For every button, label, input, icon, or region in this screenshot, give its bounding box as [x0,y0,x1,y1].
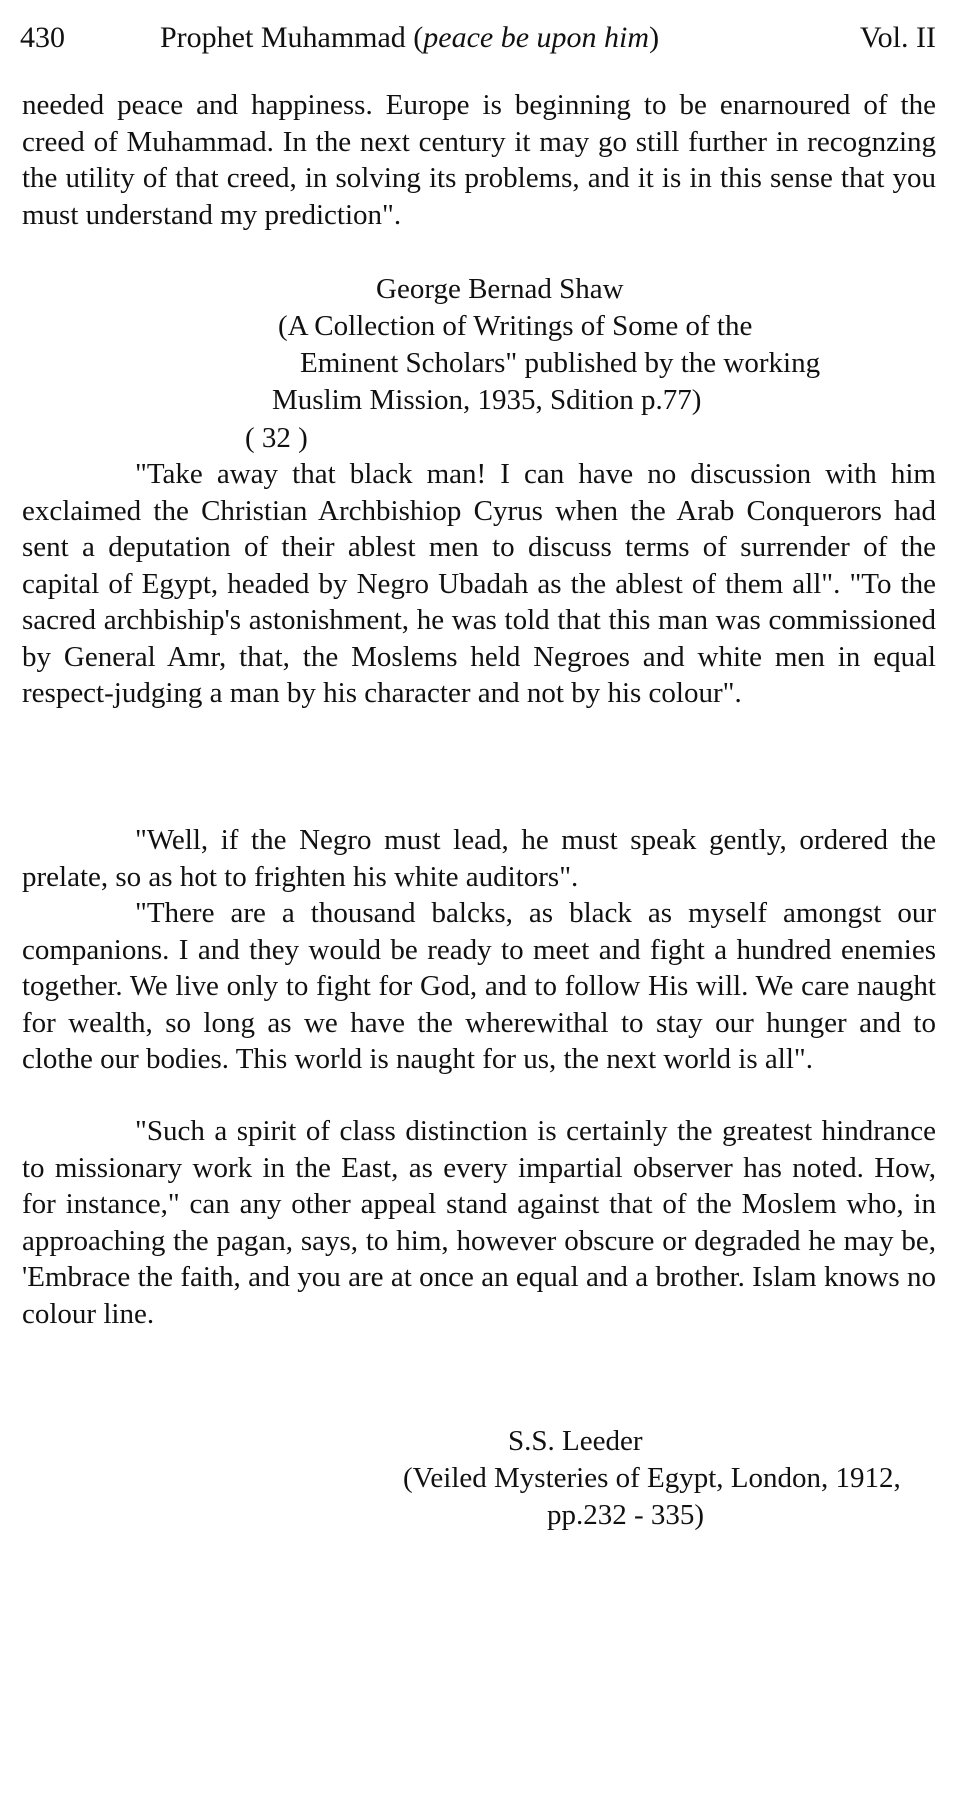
running-title [160,16,659,60]
paragraph: "Take away that black man! I can have no discussion with him exclaimed the Christian Archbishiop Cyrus when the Arab Conquerors had sent a deputation of their ablest men to discuss terms of surrender of the capital of Egypt, headed by Negro Ubadah as the ablest of them all". "To the sacred archbiship's astonishment, he was told that this man was commissioned by General Amr, that, the Moslems held Negroes and white men in equal respect-judging a man by his character and not by his colour". [22,458,936,709]
citation-source-line: Muslim Mission, 1935, Sdition p.77) [272,384,702,416]
running-title-suffix: ) [649,21,660,54]
paragraph: "Well, if the Negro must lead, he must speak gently, ordered the prelate, so as hot to frighten his white auditors". [22,824,936,893]
citation-author: George Bernad Shaw [376,273,624,305]
running-title-prefix: Prophet Muhammad ( [160,21,424,54]
paragraph-continuation: needed peace and happiness. Europe is beginning to be enarnoured of the creed of Muhammad. In the next century it may go still further in recognzing the utility of that creed, in solving its problems, and it is in this sense that you must understand my prediction". [22,89,936,231]
citation-source-line: Eminent Scholars" published by the working [300,347,821,379]
page-header [20,16,936,60]
citation-author: S.S. Leeder [508,1425,643,1457]
page-number: 430 [20,21,65,54]
citation-source-line: (A Collection of Writings of Some of the [278,310,753,342]
paragraph: "Such a spirit of class distinction is certainly the greatest hindrance to missionary work in the East, as every impartial observer has noted. How, for instance," can any other appeal stand against that of the Moslem who, in approaching the pagan, says, to him, however obscure or degraded he may be, 'Embrace the faith, and you are at once an equal and a brother. Islam knows no colour line. [22,1115,936,1330]
section-number: ( 32 ) [245,422,308,454]
citation-source-line: pp.232 - 335) [547,1499,705,1531]
volume-label: Vol. II [859,21,936,54]
running-title-italic: peace be upon him [423,21,650,54]
citation-source-line: (Veiled Mysteries of Egypt, London, 1912, [403,1462,901,1494]
paragraph: "There are a thousand balcks, as black as myself amongst our companions. I and they would be ready to meet and fight a hundred enemies together. We live only to fight for God, and to follow His will. We care naught for wealth, so long as we have the wherewithal to stay our hunger and to clothe our bodies. This world is naught for us, the next world is all". [22,897,936,1075]
